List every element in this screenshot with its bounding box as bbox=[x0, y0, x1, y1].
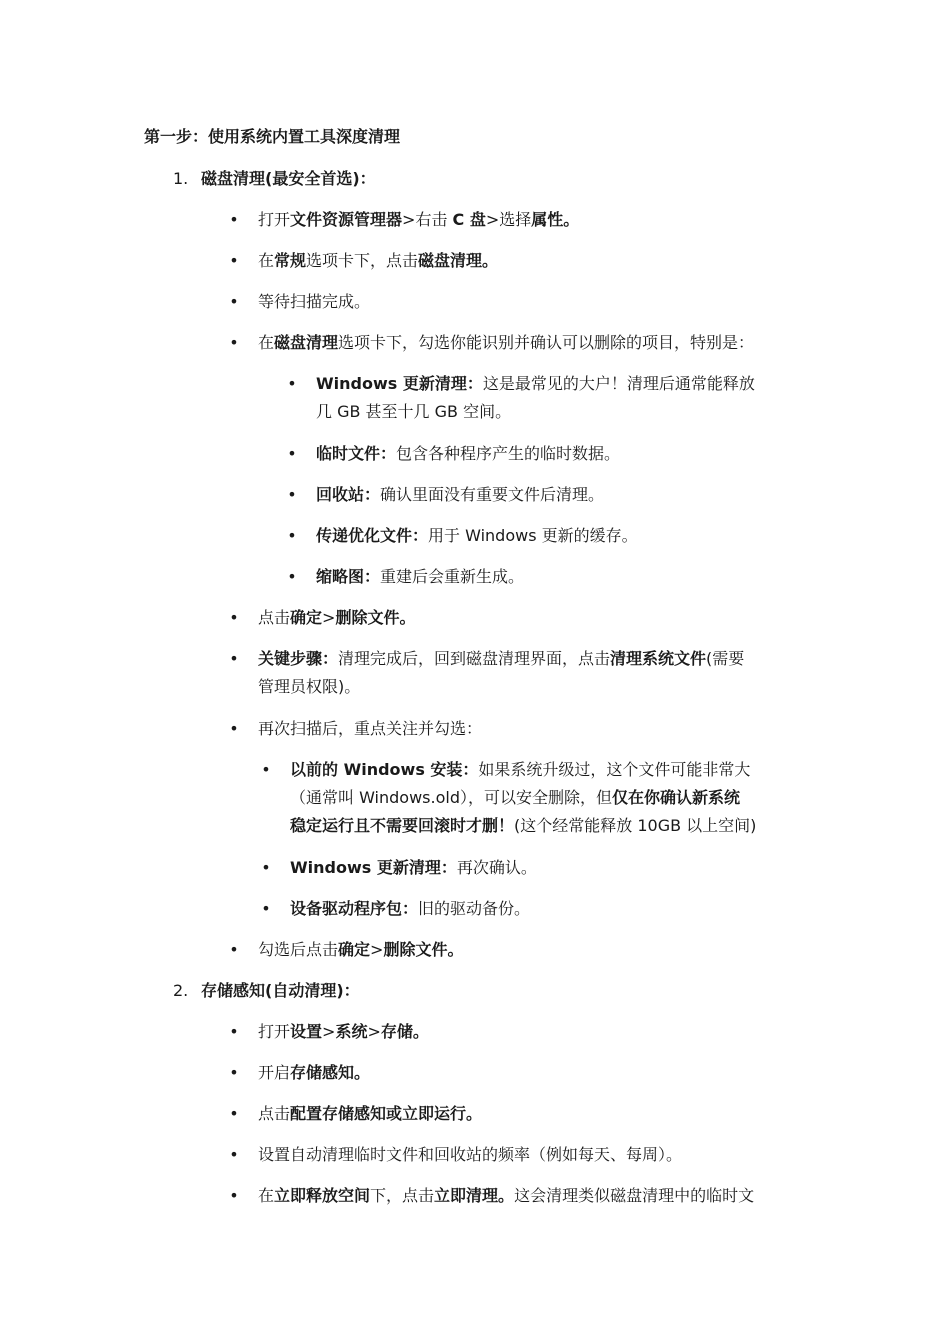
list-item bbox=[258, 248, 498, 274]
text: 打开 bbox=[258, 210, 291, 229]
text: 重建后会重新生成。 bbox=[380, 567, 525, 586]
text: 打开 bbox=[258, 1022, 291, 1041]
bullet-icon: • bbox=[287, 485, 297, 504]
text: 如果系统升级过，这个文件可能非常大 bbox=[478, 760, 751, 779]
bold-text: 磁盘清理(最安全首选)： bbox=[201, 169, 376, 188]
bullet-icon: • bbox=[229, 210, 239, 229]
bold-text: 回收站： bbox=[316, 485, 381, 504]
bold-text: 确定 bbox=[338, 940, 371, 959]
list-item bbox=[258, 1060, 370, 1086]
bold-text: 立即清理。 bbox=[434, 1186, 515, 1205]
section-title bbox=[201, 166, 376, 192]
bold-text: 删除文件。 bbox=[383, 940, 464, 959]
text: > bbox=[322, 1022, 336, 1041]
bold-text: 磁盘清理 bbox=[274, 333, 339, 352]
bold-text: 临时文件： bbox=[316, 444, 397, 463]
text: 旧的驱动备份。 bbox=[418, 899, 531, 918]
text: (这个经常能释放 10GB 以上空间) bbox=[514, 816, 757, 835]
bullet-icon: • bbox=[229, 1186, 239, 1205]
text: 清理完成后，回到磁盘清理界面，点击 bbox=[338, 649, 611, 668]
text: 几 GB 甚至十几 GB 空间。 bbox=[316, 402, 512, 421]
text: 选项卡下，点击 bbox=[306, 251, 419, 270]
bullet-icon: • bbox=[229, 1063, 239, 1082]
bold-text: 常规 bbox=[274, 251, 307, 270]
bold-text: 设备驱动程序包： bbox=[290, 899, 419, 918]
bullet-icon: • bbox=[287, 374, 297, 393]
text: （通常叫 Windows.old），可以安全删除，但 bbox=[290, 788, 612, 807]
text: 再次扫描后，重点关注并勾选： bbox=[258, 719, 483, 738]
text: 下，点击 bbox=[370, 1186, 435, 1205]
text: 用于 Windows 更新的缓存。 bbox=[428, 526, 638, 545]
text: 包含各种程序产生的临时数据。 bbox=[396, 444, 621, 463]
bold-text: 缩略图： bbox=[316, 567, 381, 586]
bullet-icon: • bbox=[287, 444, 297, 463]
bold-text: 存储。 bbox=[380, 1022, 429, 1041]
bold-text: Windows 更新清理： bbox=[316, 374, 483, 393]
list-item bbox=[258, 1142, 682, 1168]
sub-list-item bbox=[290, 813, 756, 839]
list-item bbox=[258, 646, 744, 672]
bold-text: 稳定运行且不需要回滚时才删！ bbox=[290, 816, 515, 835]
text: 选项卡下，勾选你能识别并确认可以删除的项目，特别是： bbox=[338, 333, 755, 352]
sub-list-item bbox=[316, 482, 604, 508]
bullet-icon: • bbox=[229, 608, 239, 627]
sub-list-item bbox=[290, 855, 537, 881]
section-title bbox=[201, 978, 360, 1004]
list-number: 1. bbox=[173, 169, 189, 188]
bold-text: Windows 更新清理： bbox=[290, 858, 457, 877]
text: 这会清理类似磁盘清理中的临时文 bbox=[514, 1186, 755, 1205]
bold-text: 设置 bbox=[290, 1022, 323, 1041]
section-heading: 第一步：使用系统内置工具深度清理 bbox=[144, 127, 401, 146]
bold-text: C 盘 bbox=[452, 210, 486, 229]
text: >右击 bbox=[402, 210, 453, 229]
text: (需要 bbox=[706, 649, 745, 668]
bold-text: 属性。 bbox=[531, 210, 580, 229]
bullet-icon: • bbox=[287, 567, 297, 586]
text: > bbox=[322, 608, 336, 627]
text: 再次确认。 bbox=[456, 858, 537, 877]
list-item bbox=[258, 1183, 754, 1209]
list-item bbox=[258, 1101, 482, 1127]
bold-text: 立即释放空间 bbox=[274, 1186, 371, 1205]
bullet-icon: • bbox=[229, 1145, 239, 1164]
bullet-icon: • bbox=[229, 940, 239, 959]
bold-text: 存储感知(自动清理)： bbox=[201, 981, 360, 1000]
text: 管理员权限)。 bbox=[258, 677, 361, 696]
text: 设置自动清理临时文件和回收站的频率（例如每天、每周）。 bbox=[258, 1145, 683, 1164]
list-number: 2. bbox=[173, 981, 189, 1000]
sub-list-item bbox=[290, 896, 530, 922]
text: 在 bbox=[258, 251, 275, 270]
bold-text: 传递优化文件： bbox=[316, 526, 429, 545]
bullet-icon: • bbox=[261, 899, 271, 918]
bold-text: 磁盘清理。 bbox=[418, 251, 499, 270]
bullet-icon: • bbox=[229, 333, 239, 352]
text: 点击 bbox=[258, 608, 291, 627]
bold-text: 存储感知。 bbox=[290, 1063, 371, 1082]
bold-text: 文件资源管理器 bbox=[290, 210, 403, 229]
sub-list-item bbox=[316, 564, 524, 590]
text: 等待扫描完成。 bbox=[258, 292, 371, 311]
text: 在 bbox=[258, 333, 275, 352]
bold-text: 以前的 Windows 安装： bbox=[290, 760, 479, 779]
sub-list-item bbox=[316, 523, 638, 549]
bullet-icon: • bbox=[287, 526, 297, 545]
list-item bbox=[258, 207, 579, 233]
sub-list-item bbox=[316, 441, 620, 467]
text: >选择 bbox=[485, 210, 532, 229]
text: 开启 bbox=[258, 1063, 291, 1082]
list-item bbox=[258, 605, 415, 631]
text: 这是最常见的大户！清理后通常能释放 bbox=[482, 374, 755, 393]
bold-text: 仅在你确认新系统 bbox=[612, 788, 741, 807]
sub-list-item bbox=[290, 757, 750, 783]
bold-text: 删除文件。 bbox=[335, 608, 416, 627]
text: > bbox=[367, 1022, 381, 1041]
bullet-icon: • bbox=[229, 1104, 239, 1123]
list-item bbox=[258, 937, 463, 963]
list-item bbox=[258, 674, 360, 700]
bold-text: 清理系统文件 bbox=[610, 649, 707, 668]
list-item bbox=[258, 716, 482, 742]
bold-text: 关键步骤： bbox=[258, 649, 339, 668]
bullet-icon: • bbox=[229, 251, 239, 270]
bullet-icon: • bbox=[229, 292, 239, 311]
bold-text: 确定 bbox=[290, 608, 323, 627]
bold-text: 配置存储感知或立即运行。 bbox=[290, 1104, 483, 1123]
list-item bbox=[258, 289, 370, 315]
text: > bbox=[370, 940, 384, 959]
bold-text: 系统 bbox=[335, 1022, 368, 1041]
bullet-icon: • bbox=[229, 719, 239, 738]
bullet-icon: • bbox=[229, 649, 239, 668]
text: 在 bbox=[258, 1186, 275, 1205]
text: 确认里面没有重要文件后清理。 bbox=[380, 485, 605, 504]
sub-list-item bbox=[290, 785, 740, 811]
text: 勾选后点击 bbox=[258, 940, 339, 959]
bullet-icon: • bbox=[261, 760, 271, 779]
bullet-icon: • bbox=[229, 1022, 239, 1041]
list-item bbox=[258, 1019, 429, 1045]
bullet-icon: • bbox=[261, 858, 271, 877]
sub-list-item bbox=[316, 371, 755, 397]
text: 点击 bbox=[258, 1104, 291, 1123]
sub-list-item bbox=[316, 399, 511, 425]
list-item bbox=[258, 330, 754, 356]
